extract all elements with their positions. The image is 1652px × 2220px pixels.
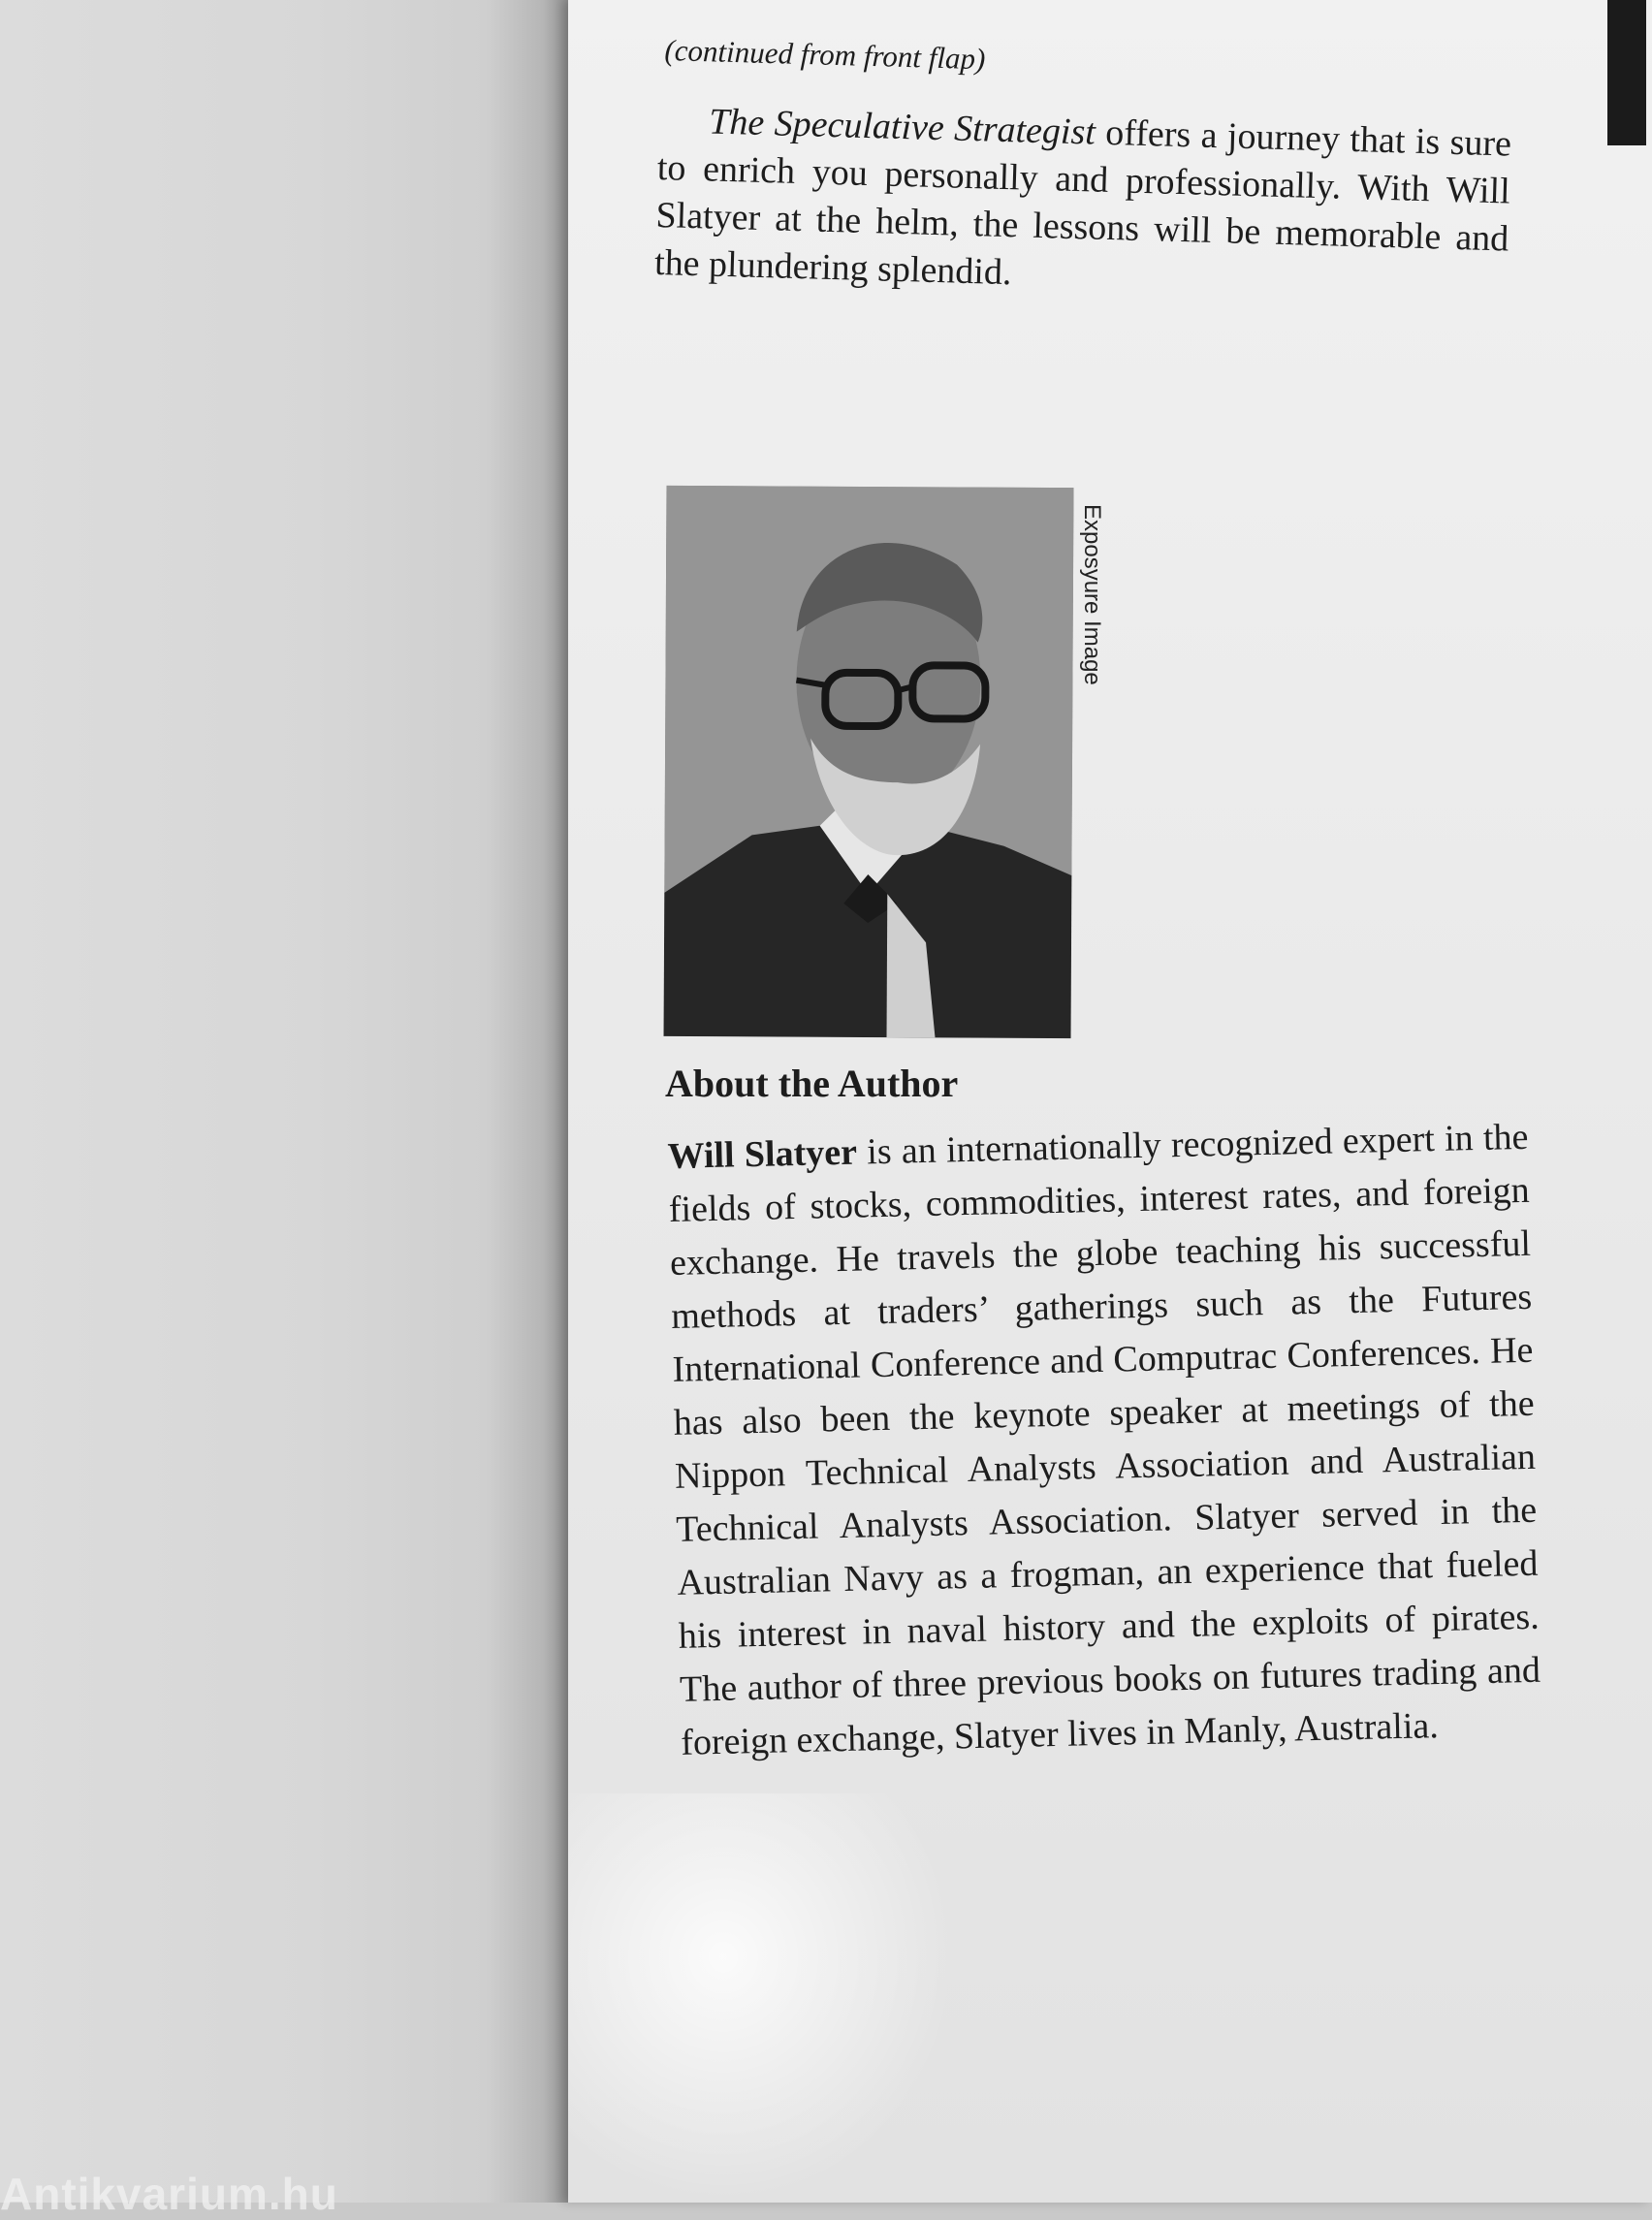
watermark: Antikvarium.hu: [0, 2169, 338, 2219]
intro-paragraph: [654, 97, 1512, 310]
photo-credit: Exposyure Image: [1079, 504, 1105, 685]
flap-edge-bar: [1607, 0, 1646, 145]
author-name: Will Slatyer: [667, 1131, 858, 1177]
book-title: The Speculative Strategist: [708, 101, 1096, 153]
continued-note: (continued from front flap): [664, 33, 986, 77]
intro-text: offers a journey that is sure to enrich you personally and professionally. With Will Slatyer at the helm, the lessons will be memorable and the plundering splendid.: [653, 111, 1512, 294]
author-photo: [664, 486, 1074, 1038]
glare: [568, 1793, 956, 2203]
author-portrait-image: [664, 486, 1074, 1038]
bio-text: is an internationally recognized expert in the fields of stocks, commodities, interest rates, and foreign exchange. He travels the globe teaching his successful methods at traders’ gatherings such as the Futures International Conference and Computrac Conferences. He has also been the keynote speaker at meetings of the Nippon Technical Analysts Association and Australian Technical Analysts Association. Slatyer served in the Australian Navy as a frogman, an experience that fueled his interest in naval history and the exploits of pirates. The author of three previous books on futures trading and foreign exchange, Slatyer lives in Manly, Australia.: [668, 1116, 1541, 1763]
about-author-heading: About the Author: [665, 1062, 959, 1105]
author-bio: [667, 1111, 1542, 1770]
left-page: [0, 0, 572, 2203]
